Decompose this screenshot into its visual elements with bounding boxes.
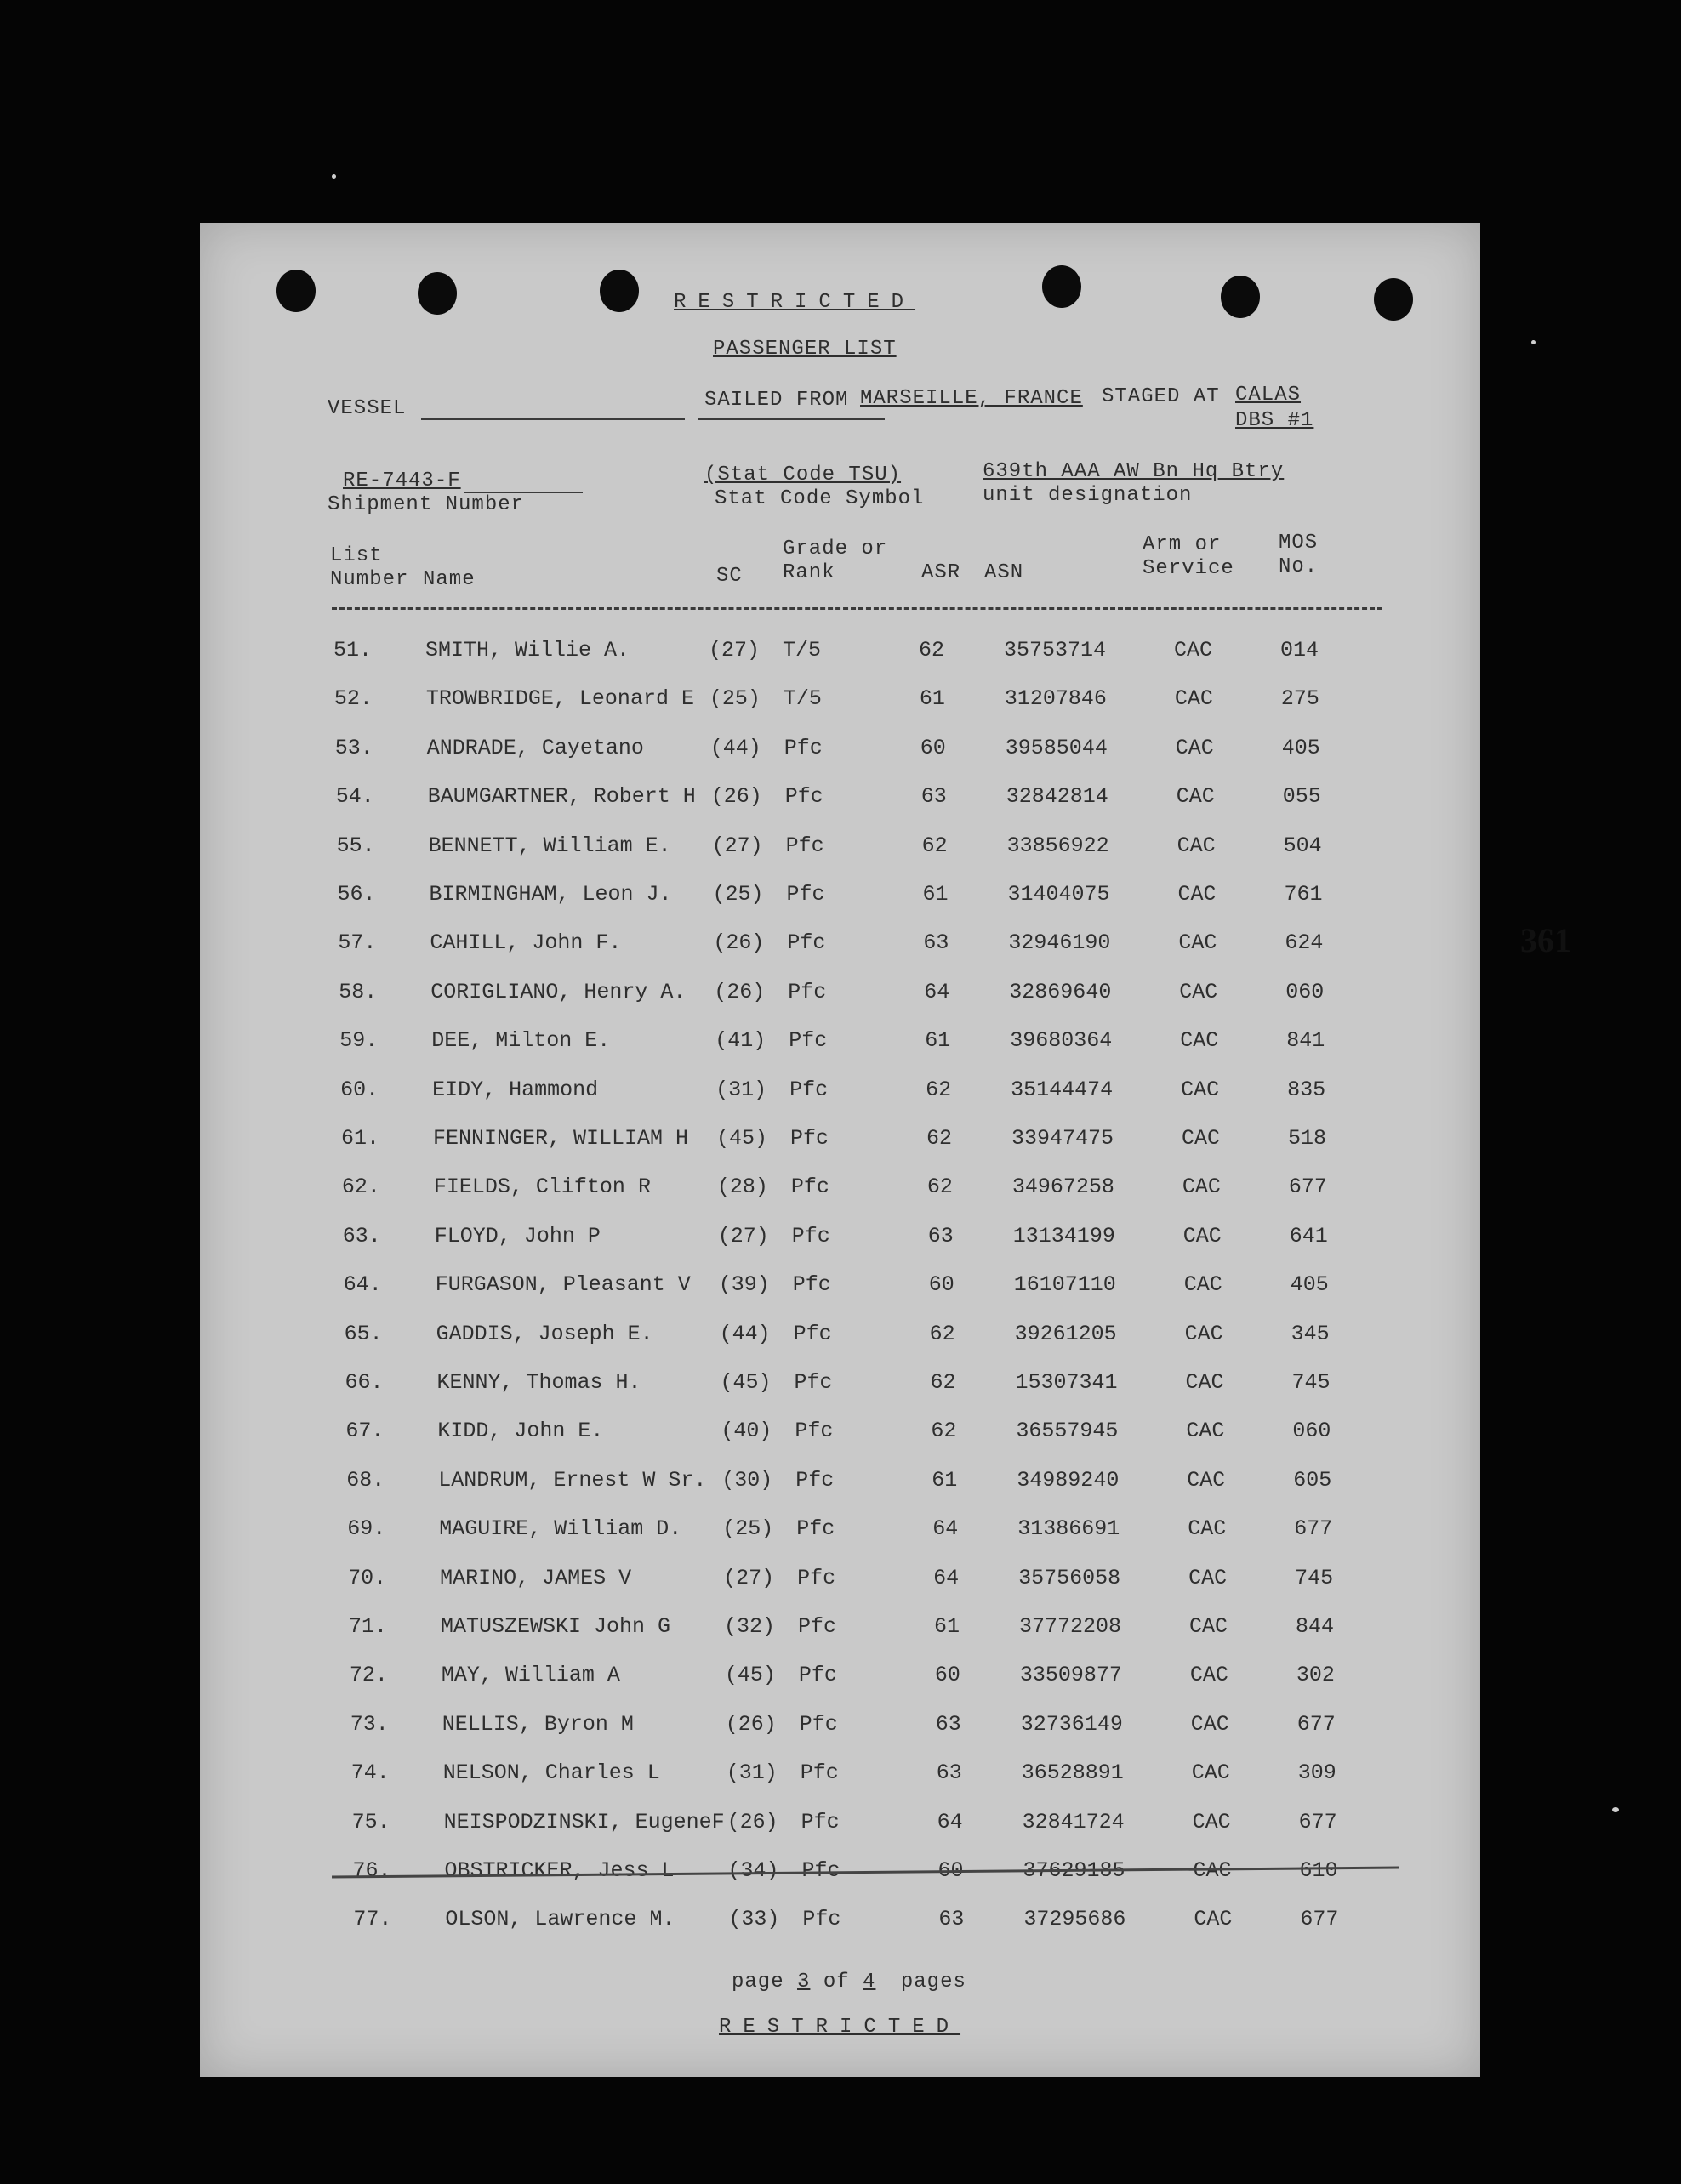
grade-cell: Pfc — [791, 1223, 830, 1248]
table-row — [204, 882, 1484, 916]
asr-cell: 64 — [937, 1809, 963, 1834]
arm-service-cell: CAC — [1187, 1467, 1226, 1493]
asn-cell: 31207846 — [1004, 686, 1107, 712]
arm-service-cell: CAC — [1191, 1760, 1230, 1786]
name-cell: LANDRUM, Ernest W Sr. — [438, 1467, 707, 1493]
unit-designation-value: 639th AAA AW Bn Hq Btry — [983, 460, 1285, 483]
mos-cell: 060 — [1285, 979, 1325, 1004]
grade-cell: Pfc — [785, 833, 824, 858]
list-number-cell: 76. — [352, 1858, 391, 1883]
sc-cell: (28) — [716, 1174, 768, 1200]
stat-code-value: (Stat Code TSU) — [704, 464, 902, 486]
grade-cell: Pfc — [801, 1858, 840, 1883]
list-number-cell: 74. — [350, 1760, 390, 1786]
name-cell: ANDRADE, Cayetano — [426, 735, 644, 760]
dbs-value: DBS #1 — [1235, 409, 1314, 432]
film-speck — [332, 174, 336, 179]
asn-cell: 35753714 — [1004, 638, 1107, 663]
sc-cell: (33) — [728, 1907, 780, 1932]
sc-cell: (25) — [712, 882, 764, 907]
mos-cell: 677 — [1294, 1516, 1333, 1542]
mos-cell: 745 — [1295, 1565, 1334, 1590]
grade-cell: Pfc — [793, 1321, 832, 1346]
stat-code-label: Stat Code Symbol — [715, 487, 925, 510]
asr-cell: 62 — [926, 1126, 953, 1151]
grade-cell: Pfc — [798, 1663, 837, 1688]
asr-cell: 61 — [919, 686, 945, 712]
arm-service-cell: CAC — [1186, 1419, 1225, 1444]
mos-cell: 677 — [1300, 1907, 1339, 1932]
sc-cell: (26) — [725, 1711, 777, 1737]
page-stamp-number: 361 — [1520, 921, 1571, 959]
table-row — [207, 1078, 1487, 1112]
passenger-table — [200, 223, 1480, 2077]
table-row — [217, 1712, 1497, 1746]
table-row — [213, 1468, 1493, 1502]
grade-cell: Pfc — [784, 735, 823, 760]
mos-cell: 345 — [1291, 1321, 1330, 1346]
sc-cell: (27) — [711, 833, 763, 858]
arm-service-cell: CAC — [1194, 1907, 1233, 1932]
table-row — [204, 930, 1484, 964]
table-row — [211, 1322, 1491, 1356]
table-row — [208, 1126, 1488, 1160]
list-number-cell: 69. — [347, 1516, 386, 1542]
grade-cell: Pfc — [784, 784, 823, 810]
asn-cell: 37772208 — [1019, 1614, 1122, 1639]
asr-cell: 60 — [920, 735, 946, 760]
arm-service-cell: CAC — [1181, 1077, 1220, 1102]
asn-cell: 39680364 — [1010, 1028, 1113, 1054]
sc-cell: (26) — [714, 979, 766, 1004]
asr-cell: 60 — [928, 1272, 954, 1298]
mos-cell: 841 — [1286, 1028, 1325, 1054]
grade-cell: Pfc — [801, 1809, 840, 1834]
table-row — [202, 736, 1482, 770]
sc-cell: (39) — [718, 1272, 770, 1298]
sc-cell: (26) — [727, 1809, 778, 1834]
name-cell: OLSON, Lawrence M. — [445, 1907, 675, 1932]
grade-cell: Pfc — [789, 1028, 828, 1054]
list-number-cell: 61. — [341, 1126, 380, 1151]
asn-cell: 36557945 — [1016, 1419, 1119, 1444]
grade-cell: Pfc — [789, 1077, 829, 1102]
asn-cell: 37295686 — [1023, 1907, 1126, 1932]
list-number-cell: 64. — [343, 1272, 382, 1298]
asr-cell: 61 — [934, 1614, 960, 1639]
list-number-cell: 77. — [353, 1907, 392, 1932]
list-number-cell: 55. — [336, 833, 375, 858]
sc-cell: (26) — [710, 784, 762, 810]
name-cell: FLOYD, John P — [434, 1223, 601, 1248]
sc-cell: (27) — [717, 1223, 769, 1248]
film-speck — [1612, 1807, 1619, 1812]
asr-cell: 63 — [923, 930, 949, 956]
arm-service-cell: CAC — [1174, 686, 1213, 712]
grade-cell: T/5 — [783, 686, 822, 712]
list-number-cell: 68. — [346, 1467, 385, 1493]
grade-cell: Pfc — [796, 1516, 835, 1542]
asr-cell: 61 — [932, 1467, 958, 1493]
list-number-cell: 73. — [350, 1711, 389, 1737]
sc-cell: (45) — [724, 1663, 776, 1688]
name-cell: EIDY, Hammond — [432, 1077, 599, 1102]
name-cell: MARINO, JAMES V — [440, 1565, 632, 1590]
list-number-cell: 63. — [342, 1223, 381, 1248]
asr-cell: 62 — [921, 833, 948, 858]
name-cell: OBSTRICKER, Jess L — [444, 1858, 675, 1883]
list-number-cell: 60. — [340, 1077, 379, 1102]
sc-cell: (26) — [713, 930, 765, 956]
col-sc: SC — [716, 565, 743, 588]
name-cell: NEISPODZINSKI, EugeneF — [443, 1809, 725, 1834]
asn-cell: 32869640 — [1009, 979, 1112, 1004]
asr-cell: 63 — [938, 1907, 965, 1932]
name-cell: GADDIS, Joseph E. — [436, 1321, 653, 1346]
sc-cell: (45) — [716, 1126, 768, 1151]
col-arm-service: Arm or — [1143, 533, 1222, 556]
grade-cell: Pfc — [792, 1272, 831, 1298]
list-number-cell: 53. — [334, 735, 373, 760]
list-number-cell: 51. — [333, 638, 373, 663]
list-number-cell: 59. — [339, 1028, 379, 1054]
col-grade: Rank — [783, 561, 835, 584]
total-pages: 4 — [863, 1971, 876, 1993]
list-number-cell: 56. — [337, 882, 376, 907]
asn-cell: 36528891 — [1021, 1760, 1124, 1786]
grade-cell: T/5 — [783, 638, 822, 663]
name-cell: CAHILL, John F. — [430, 930, 622, 956]
sc-cell: (32) — [724, 1614, 776, 1639]
mos-cell: 844 — [1296, 1614, 1335, 1639]
asr-cell: 63 — [935, 1711, 961, 1737]
name-cell: BAUMGARTNER, Robert H — [427, 784, 696, 810]
mos-cell: 835 — [1287, 1077, 1326, 1102]
mos-cell: 014 — [1280, 638, 1319, 663]
asr-cell: 62 — [931, 1419, 957, 1444]
table-row — [209, 1224, 1490, 1258]
asn-cell: 33509877 — [1019, 1663, 1122, 1688]
list-number-cell: 65. — [344, 1321, 383, 1346]
sc-cell: (30) — [721, 1467, 773, 1493]
grade-cell: Pfc — [788, 979, 827, 1004]
table-row — [219, 1810, 1499, 1844]
asr-cell: 63 — [936, 1760, 962, 1786]
table-row — [218, 1760, 1498, 1794]
table-row — [208, 1174, 1489, 1209]
table-row — [214, 1516, 1494, 1550]
grade-cell: Pfc — [795, 1467, 835, 1493]
sailed-from-label: SAILED FROM — [704, 389, 849, 412]
col-grade: Grade or — [783, 537, 888, 560]
asn-cell: 31386691 — [1017, 1516, 1120, 1542]
table-row — [201, 686, 1481, 720]
table-row — [203, 833, 1484, 867]
arm-service-cell: CAC — [1193, 1858, 1232, 1883]
asr-cell: 62 — [926, 1174, 953, 1200]
table-row — [210, 1272, 1490, 1306]
arm-service-cell: CAC — [1182, 1126, 1221, 1151]
sc-cell: (44) — [719, 1321, 771, 1346]
arm-service-cell: CAC — [1177, 833, 1216, 858]
list-number-cell: 54. — [335, 784, 374, 810]
vessel-label: VESSEL — [328, 397, 407, 420]
mos-cell: 518 — [1288, 1126, 1327, 1151]
sc-cell: (27) — [723, 1565, 775, 1590]
list-number-cell: 71. — [349, 1614, 388, 1639]
asn-cell: 39261205 — [1014, 1321, 1117, 1346]
unit-designation-label: unit designation — [983, 484, 1193, 507]
shipment-number-value: RE-7443-F — [343, 469, 461, 492]
name-cell: TROWBRIDGE, Leonard E — [425, 686, 694, 712]
name-cell: MAGUIRE, William D. — [439, 1516, 682, 1542]
asn-cell: 16107110 — [1013, 1272, 1116, 1298]
name-cell: CORIGLIANO, Henry A. — [430, 979, 687, 1004]
asr-cell: 61 — [922, 882, 949, 907]
table-row — [216, 1663, 1496, 1697]
asn-cell: 33856922 — [1006, 833, 1109, 858]
asr-cell: 62 — [929, 1321, 955, 1346]
name-cell: NELLIS, Byron M — [442, 1711, 634, 1737]
page-number: 3 — [797, 1971, 811, 1993]
arm-service-cell: CAC — [1174, 638, 1213, 663]
mos-cell: 309 — [1297, 1760, 1336, 1786]
asr-cell: 60 — [934, 1663, 960, 1688]
asn-cell: 32736149 — [1020, 1711, 1123, 1737]
shipment-number-label: Shipment Number — [328, 493, 525, 516]
arm-service-cell: CAC — [1182, 1174, 1221, 1200]
grade-cell: Pfc — [794, 1370, 833, 1395]
sc-cell: (40) — [721, 1419, 772, 1444]
grade-cell: Pfc — [790, 1126, 829, 1151]
col-mos: MOS — [1279, 532, 1319, 555]
arm-service-cell: CAC — [1192, 1809, 1231, 1834]
list-number-cell: 66. — [345, 1370, 384, 1395]
name-cell: DEE, Milton E. — [431, 1028, 611, 1054]
arm-service-cell: CAC — [1179, 979, 1218, 1004]
mos-cell: 641 — [1289, 1223, 1328, 1248]
sc-cell: (31) — [715, 1077, 767, 1102]
page-title: PASSENGER LIST — [713, 338, 897, 361]
table-row — [212, 1370, 1492, 1404]
arm-service-cell: CAC — [1183, 1272, 1222, 1298]
col-list-number: Number — [330, 568, 409, 591]
name-cell: BIRMINGHAM, Leon J. — [429, 882, 672, 907]
arm-service-cell: CAC — [1189, 1663, 1228, 1688]
arm-service-cell: CAC — [1189, 1614, 1228, 1639]
name-cell: MAY, William A — [441, 1663, 620, 1688]
grade-cell: Pfc — [800, 1760, 839, 1786]
col-mos: No. — [1279, 555, 1319, 578]
asn-cell: 35144474 — [1011, 1077, 1114, 1102]
mos-cell: 677 — [1288, 1174, 1327, 1200]
grade-cell: Pfc — [795, 1419, 834, 1444]
name-cell: FENNINGER, WILLIAM H — [433, 1126, 689, 1151]
col-name: Name — [423, 568, 476, 591]
sailed-from-value: MARSEILLE, FRANCE — [860, 387, 1083, 410]
table-row — [205, 980, 1485, 1014]
sc-cell: (25) — [722, 1516, 774, 1542]
of-label: of — [823, 1971, 850, 1993]
pages-label: pages — [900, 1971, 966, 1993]
mos-cell: 405 — [1281, 735, 1320, 760]
mos-cell: 405 — [1290, 1272, 1329, 1298]
mos-cell: 624 — [1285, 930, 1324, 956]
list-number-cell: 70. — [348, 1565, 387, 1590]
asr-cell: 64 — [924, 979, 950, 1004]
asr-cell: 62 — [926, 1077, 952, 1102]
asn-cell: 31404075 — [1007, 882, 1110, 907]
grade-cell: Pfc — [798, 1614, 837, 1639]
arm-service-cell: CAC — [1182, 1223, 1222, 1248]
name-cell: FIELDS, Clifton R — [433, 1174, 651, 1200]
mos-cell: 504 — [1283, 833, 1322, 858]
sc-cell: (44) — [709, 735, 761, 760]
restricted-footer: RESTRICTED — [719, 2016, 961, 2039]
mos-cell: 610 — [1299, 1858, 1338, 1883]
sc-cell: (34) — [727, 1858, 779, 1883]
staged-at-label: STAGED AT — [1102, 385, 1220, 408]
table-row — [219, 1907, 1500, 1941]
asr-cell: 62 — [919, 638, 945, 663]
name-cell: SMITH, Willie A. — [425, 638, 630, 663]
mos-cell: 761 — [1284, 882, 1323, 907]
mos-cell: 055 — [1282, 784, 1321, 810]
arm-service-cell: CAC — [1176, 784, 1215, 810]
asn-cell: 35756058 — [1018, 1565, 1121, 1590]
asn-cell: 34967258 — [1011, 1174, 1114, 1200]
arm-service-cell: CAC — [1177, 882, 1217, 907]
asr-cell: 62 — [930, 1370, 956, 1395]
list-number-cell: 62. — [341, 1174, 380, 1200]
asn-cell: 37629185 — [1023, 1858, 1125, 1883]
list-number-cell: 52. — [333, 686, 373, 712]
film-speck — [1531, 340, 1536, 344]
name-cell: MATUSZEWSKI John G — [441, 1614, 671, 1639]
asr-cell: 63 — [920, 784, 947, 810]
arm-service-cell: CAC — [1178, 930, 1217, 956]
name-cell: KIDD, John E. — [437, 1419, 604, 1444]
asr-cell: 64 — [933, 1565, 960, 1590]
arm-service-cell: CAC — [1184, 1321, 1223, 1346]
table-row — [202, 784, 1483, 818]
arm-service-cell: CAC — [1190, 1711, 1229, 1737]
grade-cell: Pfc — [786, 882, 825, 907]
col-asn: ASN — [984, 561, 1024, 584]
list-number-cell: 75. — [351, 1809, 390, 1834]
asn-cell: 34989240 — [1017, 1467, 1120, 1493]
asn-cell: 13134199 — [1012, 1223, 1115, 1248]
grade-cell: Pfc — [797, 1565, 836, 1590]
sc-cell: (31) — [726, 1760, 778, 1786]
name-cell: KENNY, Thomas H. — [436, 1370, 641, 1395]
mos-cell: 060 — [1292, 1419, 1331, 1444]
name-cell: FURGASON, Pleasant V — [435, 1272, 691, 1298]
list-number-cell: 72. — [349, 1663, 388, 1688]
mos-cell: 275 — [1280, 686, 1319, 712]
asn-cell: 33947475 — [1011, 1126, 1114, 1151]
asn-cell: 32946190 — [1008, 930, 1111, 956]
asr-cell: 61 — [925, 1028, 951, 1054]
page-counter — [732, 1971, 966, 1993]
name-cell: NELSON, Charles L — [442, 1760, 660, 1786]
page-label: page — [732, 1971, 784, 1993]
sc-cell: (27) — [709, 638, 761, 663]
name-cell: BENNETT, William E. — [428, 833, 671, 858]
list-number-cell: 67. — [345, 1419, 385, 1444]
asn-cell: 32841724 — [1022, 1809, 1125, 1834]
list-number-cell: 57. — [338, 930, 377, 956]
sc-cell: (25) — [709, 686, 761, 712]
grade-cell: Pfc — [787, 930, 826, 956]
asn-cell: 39585044 — [1005, 735, 1108, 760]
col-arm-service: Service — [1143, 557, 1234, 580]
document-page — [200, 223, 1571, 2077]
restricted-header: RESTRICTED — [674, 291, 916, 314]
col-list-number: List — [330, 544, 383, 567]
mos-cell: 745 — [1291, 1370, 1331, 1395]
mos-cell: 605 — [1293, 1467, 1332, 1493]
mos-cell: 677 — [1298, 1809, 1337, 1834]
asn-cell: 15307341 — [1015, 1370, 1118, 1395]
arm-service-cell: CAC — [1175, 735, 1214, 760]
table-row — [215, 1614, 1496, 1648]
arm-service-cell: CAC — [1185, 1370, 1224, 1395]
table-row — [206, 1028, 1486, 1062]
grade-cell: Pfc — [790, 1174, 829, 1200]
staged-at-value: CALAS — [1235, 384, 1302, 407]
grade-cell: Pfc — [799, 1711, 838, 1737]
asr-cell: 60 — [937, 1858, 964, 1883]
table-row — [214, 1566, 1495, 1600]
asr-cell: 64 — [932, 1516, 959, 1542]
asn-cell: 32842814 — [1006, 784, 1108, 810]
mos-cell: 677 — [1296, 1711, 1336, 1737]
arm-service-cell: CAC — [1188, 1516, 1227, 1542]
asr-cell: 63 — [927, 1223, 954, 1248]
sc-cell: (45) — [720, 1370, 772, 1395]
list-number-cell: 58. — [339, 979, 378, 1004]
table-row — [212, 1419, 1492, 1453]
col-asr: ASR — [921, 561, 961, 584]
arm-service-cell: CAC — [1188, 1565, 1228, 1590]
table-row — [200, 638, 1480, 672]
mos-cell: 302 — [1296, 1663, 1335, 1688]
arm-service-cell: CAC — [1180, 1028, 1219, 1054]
sc-cell: (41) — [715, 1028, 766, 1054]
grade-cell: Pfc — [802, 1907, 841, 1932]
